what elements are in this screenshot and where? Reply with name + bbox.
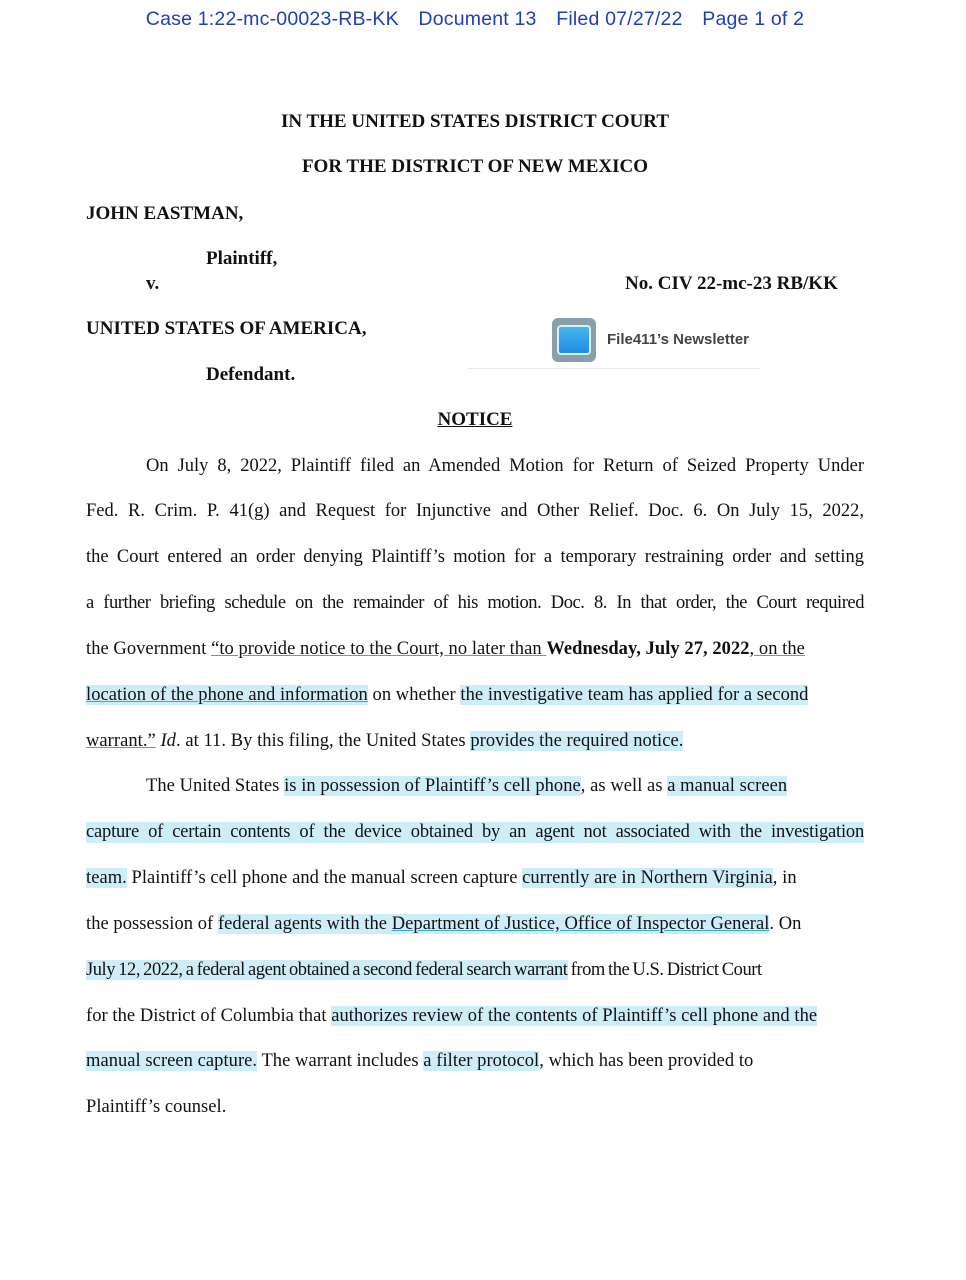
- versus-label: v.: [146, 273, 160, 294]
- page-count-stamp: Page 1 of 2: [702, 8, 805, 30]
- filed-date-stamp: Filed 07/27/22: [556, 8, 683, 30]
- para2-line6: for the District of Columbia that authorizes review of the contents of Plaintiff’s cell phone and the: [86, 1006, 818, 1026]
- para1-line2: Fed. R. Crim. P. 41(g) and Request for Injunctive and Other Relief. Doc. 6. On July 15, 2022,: [86, 501, 864, 521]
- case-number-stamp: Case 1:22-mc-00023-RB-KK: [145, 8, 399, 30]
- court-heading-line-2: FOR THE DISTRICT OF NEW MEXICO: [301, 156, 649, 177]
- newsletter-badge[interactable]: [468, 314, 760, 369]
- para1-line1: On July 8, 2022, Plaintiff filed an Amended Motion for Return of Seized Property Under: [146, 456, 864, 476]
- notice-title: NOTICE: [437, 409, 513, 430]
- defendant-name: UNITED STATES OF AMERICA,: [86, 318, 367, 339]
- para2-line1: The United States is in possession of Plaintiff’s cell phone, as well as a manual screen: [146, 776, 788, 796]
- court-heading-line-1: IN THE UNITED STATES DISTRICT COURT: [280, 111, 670, 132]
- para1-line5: the Government “to provide notice to the Court, no later than Wednesday, July 27, 2022, on the: [86, 639, 805, 659]
- plaintiff-name: JOHN EASTMAN,: [86, 203, 244, 224]
- document-number-stamp: Document 13: [418, 8, 537, 30]
- newsletter-label: File411’s Newsletter: [607, 331, 750, 348]
- para1-line6: location of the phone and information on whether the investigative team has applied for a second: [86, 685, 809, 705]
- folder-icon: [552, 318, 596, 362]
- case-number: No. CIV 22-mc-23 RB/KK: [625, 273, 838, 294]
- para1-line4: a further briefing schedule on the remainder of his motion. Doc. 8. In that order, the Court required: [86, 593, 864, 613]
- para2-line3: team. Plaintiff’s cell phone and the manual screen capture currently are in Northern Virginia, in: [86, 868, 797, 888]
- para1-line7: warrant.” Id. at 11. By this filing, the United States provides the required notice.: [86, 731, 684, 751]
- defendant-role: Defendant.: [206, 364, 296, 385]
- para2-line2: capture of certain contents of the device obtained by an agent not associated with the investigation: [86, 822, 864, 842]
- para2-line7: manual screen capture. The warrant includes a filter protocol, which has been provided to: [86, 1051, 754, 1071]
- para2-line4: the possession of federal agents with the Department of Justice, Office of Inspector General. On: [86, 914, 802, 934]
- filing-stamp: [0, 8, 950, 31]
- para2-line8: Plaintiff’s counsel.: [86, 1097, 227, 1117]
- plaintiff-role: Plaintiff,: [206, 248, 278, 269]
- para2-line5: July 12, 2022, a federal agent obtained a second federal search warrant from the U.S. District Court: [86, 960, 762, 980]
- para1-line3: the Court entered an order denying Plaintiff’s motion for a temporary restraining order and setting: [86, 547, 864, 567]
